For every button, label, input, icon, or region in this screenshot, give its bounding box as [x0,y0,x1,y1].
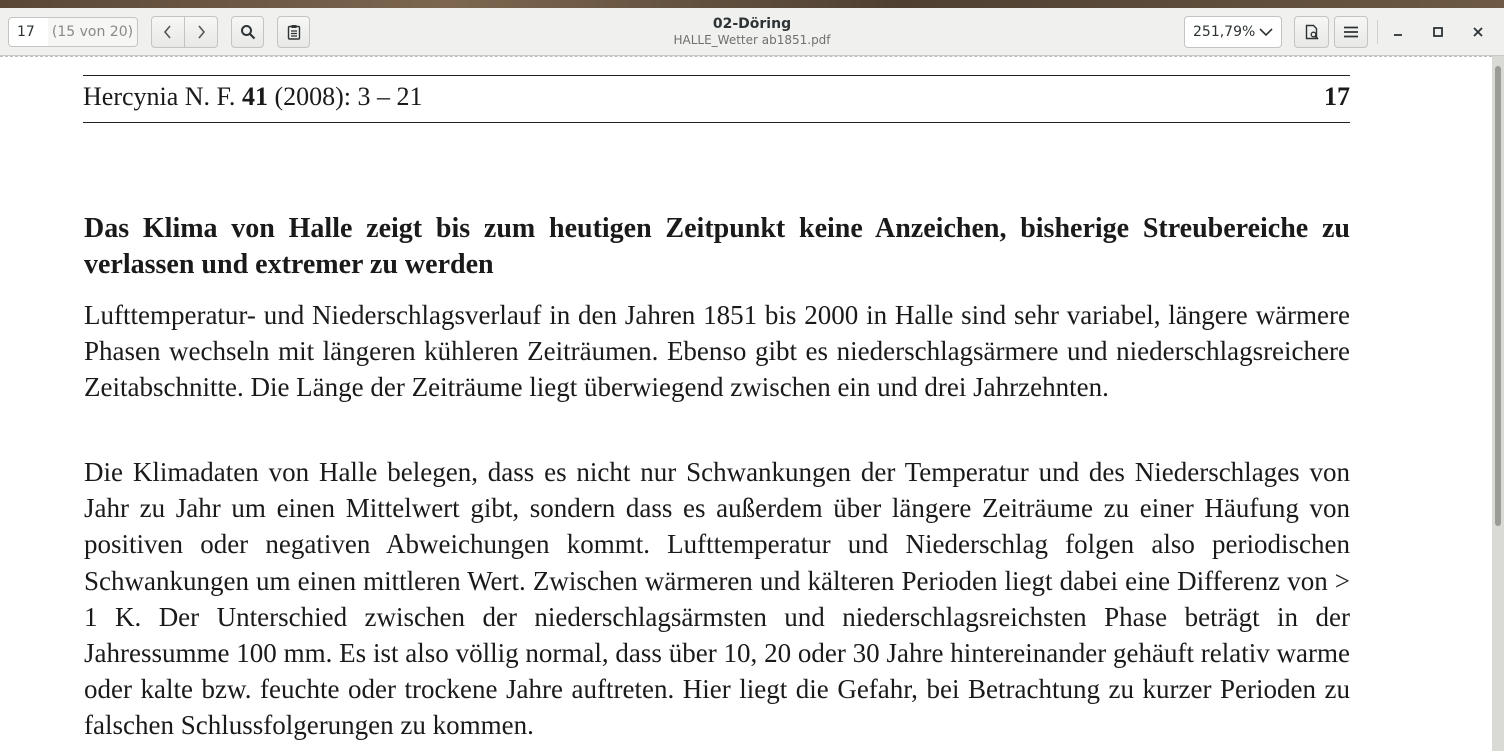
clipboard-icon [287,24,301,40]
hamburger-menu-icon [1344,26,1358,38]
window-title [600,16,904,48]
paragraph-2: Die Klimadaten von Halle belegen, dass es nicht nur Schwankungen der Temperatur und des Niederschlages von Jahr zu Jahr um einen Mittelwert gibt, sondern dass es außerdem über längere Zeiträume zu einer Häufung von positiven oder negativen Abweichungen kommt. Lufttemperatur und Niederschlag folgen also periodischen Schwankungen um einen mittleren Wert. Zwischen wärmeren und kälteren Perioden liegt dabei eine Differenz von > 1 K. Der Unterschied zwischen der niederschlagsärmsten und niederschlagsreichsten Phase beträgt in der Jahressumme 100 mm. Es ist also völlig normal, dass über 10, 20 oder 30 Jahre hintereinander gehäuft relativ warme oder kalte bzw. feuchte oder trockene Jahre auftreten. Hier liegt die Gefahr, bei Betrachtung zu kurzer Perioden zu falschen Schlussfolgerungen zu kommen. [84,457,1350,741]
pdf-page [0,56,1492,751]
chevron-down-icon [1259,26,1273,38]
toolbar-separator [1377,20,1378,44]
section-heading: Das Klima von Halle zeigt bis zum heutigen Zeitpunkt keine Anzeichen, bisherige Streubereiche zu verlassen und extremer zu werden [84,213,1350,280]
close-button[interactable] [1466,20,1490,44]
page-number: 17 [1324,82,1350,111]
minimize-button[interactable] [1386,20,1410,44]
journal-issue: (2008): 3 – 21 [267,82,423,111]
search-button[interactable] [231,16,264,48]
minimize-icon [1392,26,1404,38]
chevron-right-icon [196,25,206,39]
main-menu-button[interactable] [1334,16,1368,48]
paragraph-1: Lufttemperatur- und Niederschlagsverlauf in den Jahren 1851 bis 2000 in Halle sind sehr variabel, längere wärmere Phasen wechseln mit längeren kühleren Zeiträumen. Ebenso gibt es niederschlagsärmere und niederschlagsreichere Zeitabschnitte. Die Länge der Zeiträume liegt überwiegend zwischen ein und drei Jahrzehnten. [84,300,1350,403]
scrollbar-thumb[interactable] [1495,66,1501,526]
desktop-background [0,0,1504,8]
document-viewer-window [0,8,1504,751]
document-view-button[interactable] [1294,16,1329,48]
annotations-button[interactable] [277,16,310,48]
previous-page-button[interactable] [151,16,185,48]
document-view[interactable] [0,56,1504,751]
vertical-scrollbar[interactable] [1492,56,1504,751]
document-filename: HALLE_Wetter ab1851.pdf [673,33,831,47]
journal-citation [83,78,422,116]
zoom-level: 251,79% [1193,24,1256,40]
search-icon [240,24,256,40]
running-head [83,75,1350,123]
journal-name: Hercynia N. F. [83,82,242,111]
header-bar [0,8,1504,56]
close-icon [1472,26,1484,38]
page-count-label: (15 von 20) [48,17,138,47]
next-page-button[interactable] [184,16,218,48]
document-title: 02-Döring [712,16,792,32]
journal-volume: 41 [241,82,268,111]
maximize-button[interactable] [1426,20,1450,44]
chevron-left-icon [163,25,173,39]
zoom-dropdown[interactable] [1184,16,1282,48]
page-number-input[interactable]: 17 [8,17,49,47]
maximize-icon [1432,26,1444,38]
document-view-icon [1304,24,1320,40]
